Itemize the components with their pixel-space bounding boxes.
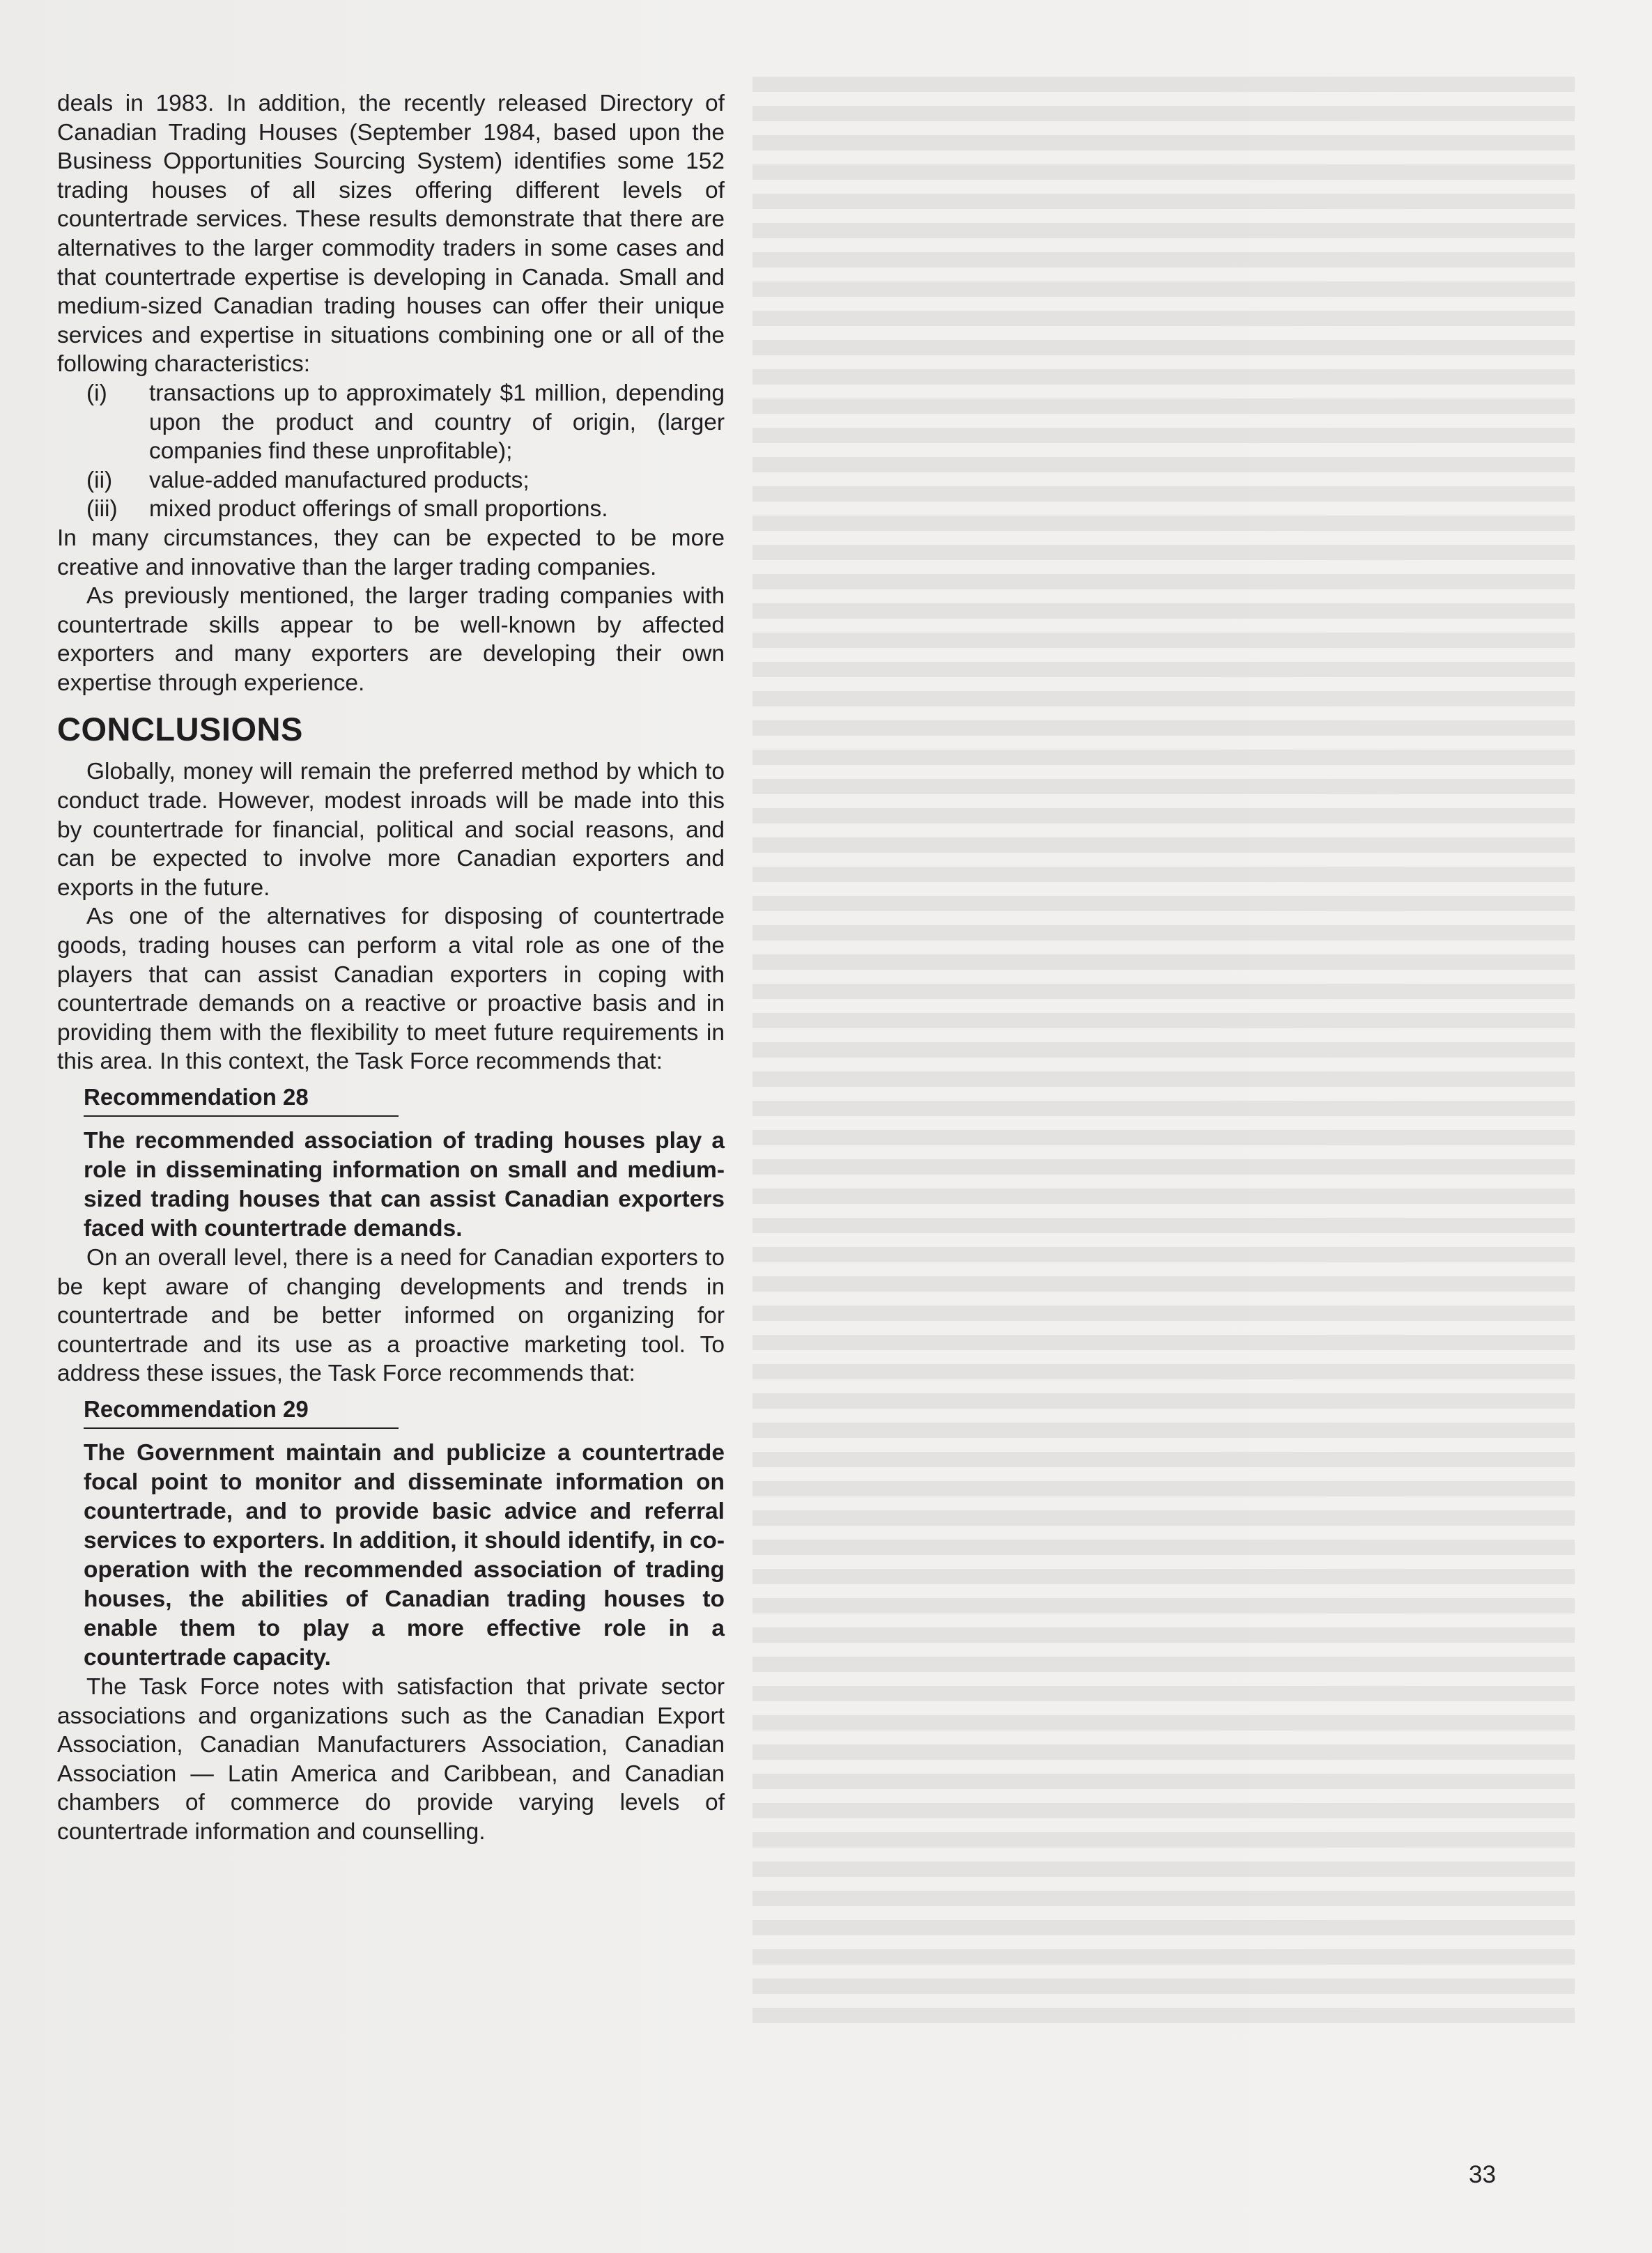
conclusions-paragraph-1: Globally, money will remain the preferred method by which to conduct trade. However, modest inroads will be made into this by countertrade for financial, political and social reasons, and can be expected to involve more Canadian exporters and exports in the future.: [57, 759, 725, 901]
conclusions-paragraph-2: As one of the alternatives for disposing of countertrade goods, trading houses can perform a vital role as one of the players that can assist Canadian exporters in coping with countertrade demands on a reactive or proactive basis and in providing them with the flexibility to meet future requirements in this area. In this context, the Task Force recommends that:: [57, 904, 725, 1075]
list-item: [57, 495, 725, 524]
recommendation-29-body: The Government maintain and publicize a countertrade focal point to monitor and disseminate information on countertrade, and to provide basic advice and referral services to exporters. In addition, it should identify, in co-operation with the recommended association of trading houses, the abilities of Canadian trading houses to enable them to play a more effective role in a countertrade capacity.: [84, 1439, 725, 1671]
intro-paragraph: deals in 1983. In addition, the recently released Directory of Canadian Trading Houses (September 1984, based upon the Business Opportunities Sourcing System) identifies some 152 trading houses of all sizes offering different levels of countertrade services. These results demonstrate that there are alternatives to the larger commodity traders in some cases and that countertrade expertise is developing in Canada. Small and medium-sized Canadian trading houses can offer their unique services and expertise in situations combining one or all of the following characteristics:: [57, 91, 725, 378]
final-paragraph: The Task Force notes with satisfaction that private sector associations and organizations such as the Canadian Export Association, Canadian Manufacturers Association, Canadian Association — Latin America and Caribbean, and Canadian chambers of commerce do provide varying levels of countertrade information and counselling.: [57, 1673, 725, 1845]
recommendation-28-body: The recommended association of trading houses play a role in disseminating information on small and medium-sized trading houses that can assist Canadian exporters faced with countertrade demands.: [84, 1128, 725, 1241]
list-item-number: (i): [86, 380, 107, 406]
overall-paragraph: On an overall level, there is a need for Canadian exporters to be kept aware of changing developments and trends in countertrade and be better informed on organizing for countertrade and its use as a proactive marketing tool. To address these issues, the Task Force recommends that:: [57, 1245, 725, 1387]
characteristics-list: [57, 379, 725, 524]
list-item-text: transactions up to approximately $1 million, depending upon the product and country of origin, (larger companies find these unprofitable);: [149, 380, 725, 465]
after-list-paragraph: In many circumstances, they can be expected to be more creative and innovative than the larger trading companies.: [57, 525, 725, 580]
list-item-text: mixed product offerings of small proportions.: [149, 496, 608, 522]
list-item: [57, 466, 725, 495]
previously-paragraph: As previously mentioned, the larger trading companies with countertrade skills appear to be well-known by affected exporters and many exporters are developing their own expertise through experience.: [57, 583, 725, 696]
list-item-number: (ii): [86, 467, 113, 493]
page-number: 33: [1469, 2161, 1496, 2188]
list-item: [57, 379, 725, 466]
recommendation-29-title: Recommendation 29: [84, 1395, 399, 1429]
list-item-text: value-added manufactured products;: [149, 467, 530, 493]
recommendation-28-title: Recommendation 28: [84, 1083, 399, 1117]
list-item-number: (iii): [86, 496, 118, 522]
conclusions-heading: CONCLUSIONS: [57, 711, 303, 748]
bleed-through-texture: [752, 77, 1575, 2027]
text-column: [57, 89, 725, 1847]
